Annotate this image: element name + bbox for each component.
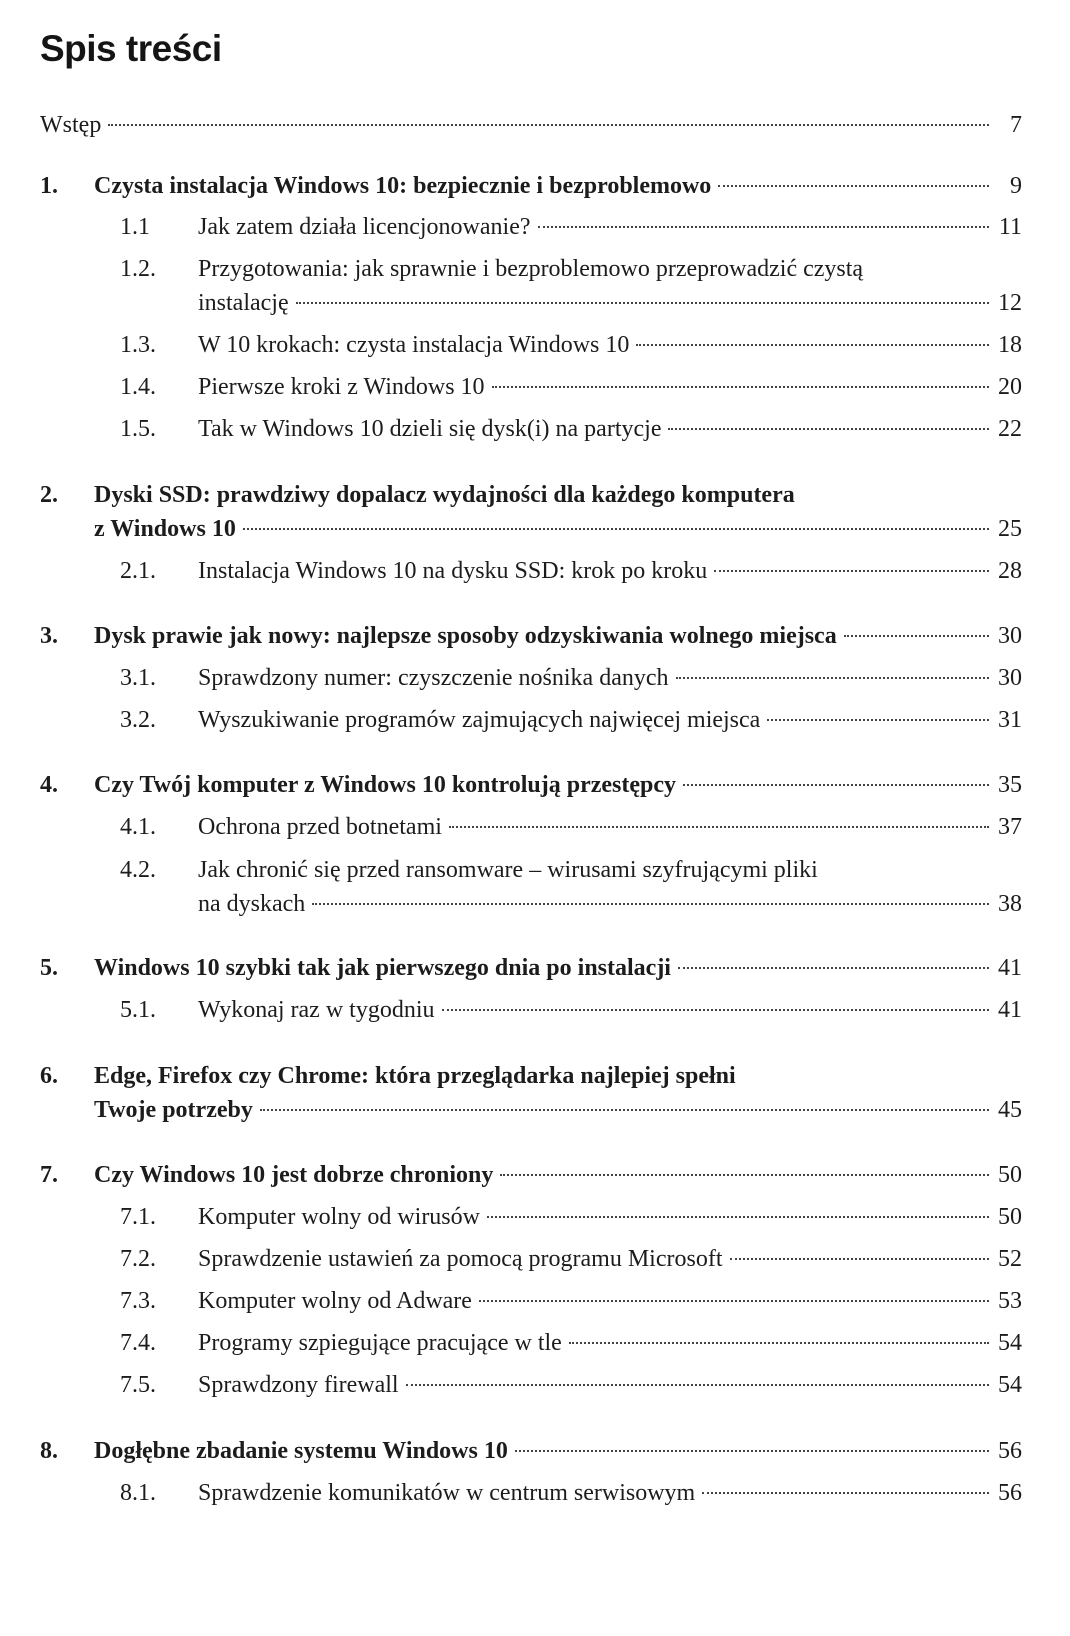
dot-leader <box>718 185 989 187</box>
dot-leader <box>767 719 989 721</box>
dot-leader <box>500 1174 989 1176</box>
toc-title-text: na dyskach <box>198 891 306 917</box>
page-number: 7 <box>1010 112 1022 138</box>
toc-number: 1.1 <box>120 214 150 240</box>
page-number: 56 <box>998 1438 1022 1464</box>
toc-title-text: Instalacja Windows 10 na dysku SSD: krok po kroku <box>198 558 708 584</box>
dot-leader <box>714 570 989 572</box>
dot-leader <box>678 967 989 969</box>
toc-title-text: Pierwsze kroki z Windows 10 <box>198 374 485 400</box>
toc-number: 8.1. <box>120 1480 156 1506</box>
toc-number: 2.1. <box>120 558 156 584</box>
dot-leader <box>844 635 989 637</box>
page-number: 37 <box>998 814 1022 840</box>
toc-title-text: z Windows 10 <box>94 516 236 542</box>
toc-title-text: instalację <box>198 290 289 316</box>
toc-number: 7. <box>40 1162 58 1188</box>
dot-leader <box>406 1384 989 1386</box>
page-number: 31 <box>998 707 1022 733</box>
page-number: 25 <box>998 516 1022 542</box>
dot-leader <box>683 784 989 786</box>
toc-title-text: Windows 10 szybki tak jak pierwszego dnia po instalacji <box>94 955 671 981</box>
toc-title-text: Dysk prawie jak nowy: najlepsze sposoby odzyskiwania wolnego miejsca <box>94 623 837 649</box>
toc-number: 3. <box>40 623 58 649</box>
page-number: 12 <box>998 290 1022 316</box>
toc-title-text: Wykonaj raz w tygodniu <box>198 997 435 1023</box>
page-number: 54 <box>998 1330 1022 1356</box>
toc-title-text: Dyski SSD: prawdziwy dopalacz wydajności dla każdego komputera <box>94 482 795 508</box>
toc-number: 4.1. <box>120 814 156 840</box>
toc-title-text: Jak zatem działa licencjonowanie? <box>198 214 531 240</box>
dot-leader <box>449 826 989 828</box>
page-number: 38 <box>998 891 1022 917</box>
page-number: 22 <box>998 416 1022 442</box>
dot-leader <box>668 428 989 430</box>
toc-title-text: Programy szpiegujące pracujące w tle <box>198 1330 562 1356</box>
toc-title-text: W 10 krokach: czysta instalacja Windows 10 <box>198 332 630 358</box>
page-number: 35 <box>998 772 1022 798</box>
page-number: 54 <box>998 1372 1022 1398</box>
toc-number: 1.2. <box>120 256 156 282</box>
dot-leader <box>479 1300 989 1302</box>
dot-leader <box>538 226 990 228</box>
page-number: 41 <box>998 955 1022 981</box>
page-number: 20 <box>998 374 1022 400</box>
toc-title-text: Przygotowania: jak sprawnie i bezproblemowo przeprowadzić czystą <box>198 256 864 282</box>
toc-number: 4.2. <box>120 857 156 883</box>
dot-leader <box>243 528 989 530</box>
dot-leader <box>676 677 990 679</box>
toc-title-text: Sprawdzony numer: czyszczenie nośnika danych <box>198 665 669 691</box>
toc-number: 3.1. <box>120 665 156 691</box>
toc-number: 7.1. <box>120 1204 156 1230</box>
toc-title-text: Wyszukiwanie programów zajmujących najwięcej miejsca <box>198 707 761 733</box>
dot-leader <box>296 302 989 304</box>
toc-title-text: Dogłębne zbadanie systemu Windows 10 <box>94 1438 508 1464</box>
toc-number: 5.1. <box>120 997 156 1023</box>
dot-leader <box>312 903 989 905</box>
toc-number: 4. <box>40 772 58 798</box>
dot-leader <box>515 1450 989 1452</box>
toc-title-text: Komputer wolny od Adware <box>198 1288 472 1314</box>
toc-number: 1.4. <box>120 374 156 400</box>
toc-title-text: Komputer wolny od wirusów <box>198 1204 480 1230</box>
toc-title-text: Czy Windows 10 jest dobrze chroniony <box>94 1162 494 1188</box>
toc-number: 5. <box>40 955 58 981</box>
toc-number: 8. <box>40 1438 58 1464</box>
dot-leader <box>636 344 989 346</box>
page-number: 52 <box>998 1246 1022 1272</box>
toc-number: 1.5. <box>120 416 156 442</box>
toc-title-text: Edge, Firefox czy Chrome: która przeglądarka najlepiej spełni <box>94 1063 736 1089</box>
dot-leader <box>260 1109 989 1111</box>
page-number: 30 <box>998 623 1022 649</box>
toc-number: 1.3. <box>120 332 156 358</box>
page-number: 11 <box>998 214 1022 240</box>
toc-number: 2. <box>40 482 58 508</box>
page-number: 50 <box>998 1204 1022 1230</box>
page-number: 28 <box>998 558 1022 584</box>
toc-number: 7.4. <box>120 1330 156 1356</box>
page-number: 45 <box>998 1097 1022 1123</box>
page-number: 18 <box>998 332 1022 358</box>
toc-title-text: Tak w Windows 10 dzieli się dysk(i) na partycje <box>198 416 662 442</box>
toc-title-text: Sprawdzony firewall <box>198 1372 399 1398</box>
dot-leader <box>702 1492 989 1494</box>
toc-title-text: Twoje potrzeby <box>94 1097 253 1123</box>
toc-title-text: Ochrona przed botnetami <box>198 814 442 840</box>
dot-leader <box>730 1258 990 1260</box>
toc-title-text: Sprawdzenie ustawień za pomocą programu Microsoft <box>198 1246 723 1272</box>
dot-leader <box>487 1216 989 1218</box>
page-title: Spis treści <box>40 28 222 69</box>
toc-title-text: Czy Twój komputer z Windows 10 kontrolują przestępcy <box>94 772 677 798</box>
dot-leader <box>492 386 989 388</box>
dot-leader <box>442 1009 990 1011</box>
toc-title-text: Czysta instalacja Windows 10: bezpiecznie i bezproblemowo <box>94 173 712 199</box>
page-number: 9 <box>1010 173 1022 199</box>
toc-number: 7.5. <box>120 1372 156 1398</box>
dot-leader <box>569 1342 989 1344</box>
toc-title-text: Sprawdzenie komunikatów w centrum serwisowym <box>198 1480 696 1506</box>
page-number: 56 <box>998 1480 1022 1506</box>
toc-number: 7.2. <box>120 1246 156 1272</box>
toc-number: 1. <box>40 173 58 199</box>
page-number: 53 <box>998 1288 1022 1314</box>
page-number: 50 <box>998 1162 1022 1188</box>
toc-number: 6. <box>40 1063 58 1089</box>
page-number: 41 <box>998 997 1022 1023</box>
dot-leader <box>108 124 989 126</box>
toc-title-text: Wstęp <box>40 112 102 138</box>
page-number: 30 <box>998 665 1022 691</box>
toc-number: 7.3. <box>120 1288 156 1314</box>
toc-number: 3.2. <box>120 707 156 733</box>
toc-title-text: Jak chronić się przed ransomware – wirusami szyfrującymi pliki <box>198 857 818 883</box>
